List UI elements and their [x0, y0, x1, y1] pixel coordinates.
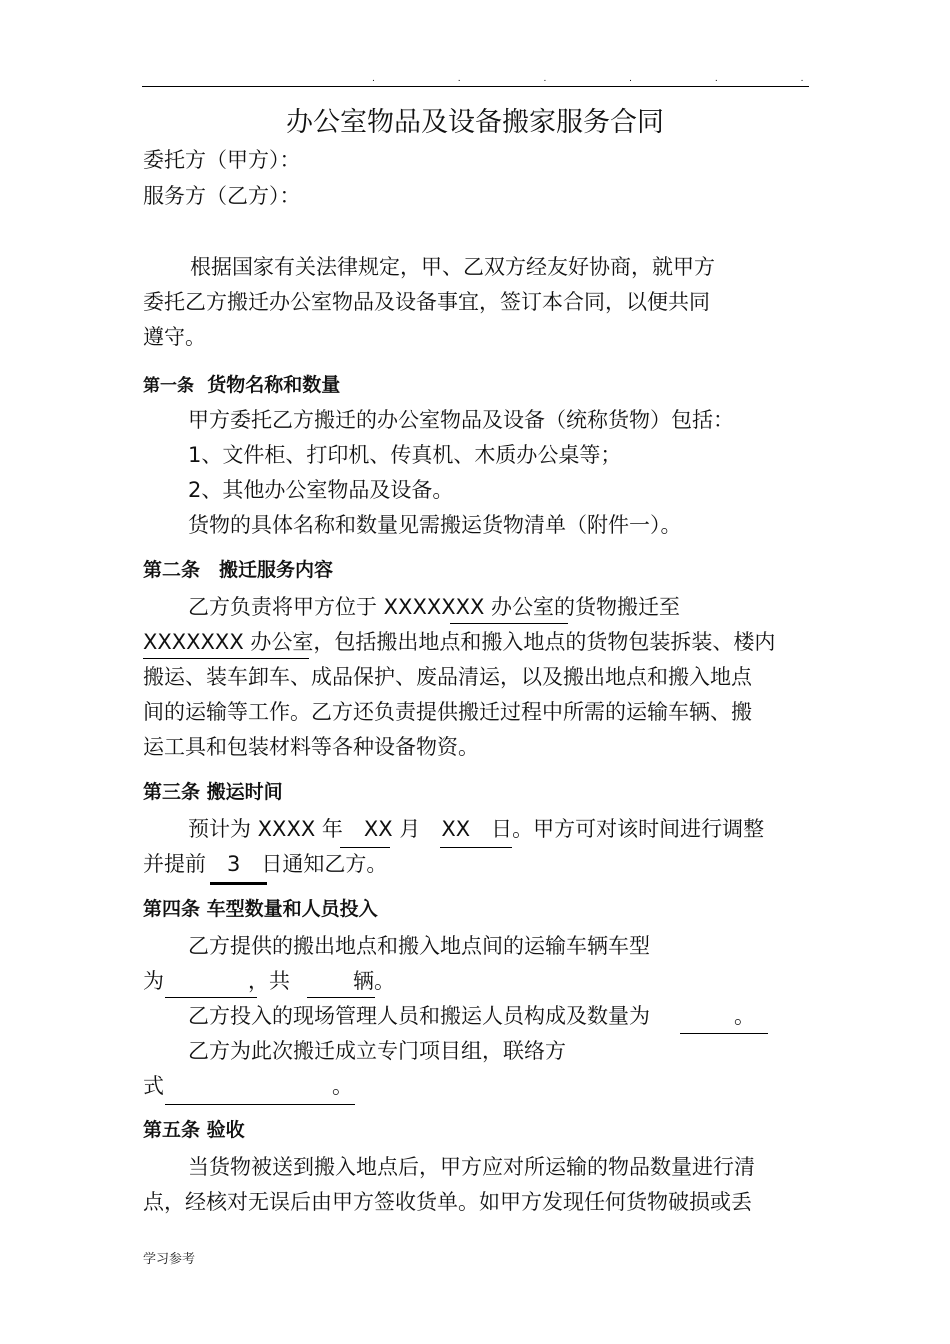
article-1-title: 货物名称和数量	[207, 374, 341, 396]
article-1-number: 第一条	[143, 376, 194, 396]
article-1-line-3: 2、其他办公室物品及设备。	[188, 478, 454, 502]
underline-a4-vehicle-type	[165, 997, 257, 998]
article-2-line-5: 运工具和包装材料等各种设备物资。	[143, 735, 479, 759]
intro-line-1: 根据国家有关法律规定，甲、乙双方经友好协商，就甲方	[190, 255, 715, 279]
article-1-line-1: 甲方委托乙方搬迁的办公室物品及设备（统称货物）包括：	[188, 408, 734, 432]
article-1-line-2: 1、文件柜、打印机、传真机、木质办公桌等；	[188, 443, 622, 467]
article-2-line-2: XXXXXXX 办公室，包括搬出地点和搬入地点的货物包装拆装、楼内	[143, 630, 776, 654]
underline-a3-notice	[210, 882, 267, 885]
underline-a4-vehicle-count	[307, 997, 375, 998]
underline-a4-staff	[680, 1033, 768, 1034]
article-2-heading: 第二条 搬迁服务内容	[143, 559, 334, 581]
header-dots: . . . . . .	[372, 74, 844, 84]
article-4-line-5: 式 。	[143, 1074, 353, 1098]
intro-line-2: 委托乙方搬迁办公室物品及设备事宜，签订本合同，以便共同	[143, 290, 710, 314]
header-rule	[142, 86, 809, 87]
article-2-line-3: 搬运、装车卸车、成品保护、废品清运，以及搬出地点和搬入地点	[143, 665, 752, 689]
underline-a3-month	[340, 847, 390, 848]
underline-a2-2	[143, 658, 309, 659]
article-2-line-1: 乙方负责将甲方位于 XXXXXXX 办公室的货物搬迁至	[188, 595, 681, 619]
article-5-line-1: 当货物被送到搬入地点后，甲方应对所运输的物品数量进行清	[188, 1155, 755, 1179]
article-4-line-2: 为 ，共 辆。	[143, 969, 395, 993]
article-3-line-2: 并提前 3 日通知乙方。	[143, 852, 388, 876]
underline-a2-1	[450, 623, 568, 624]
underline-a4-contact	[165, 1104, 355, 1105]
article-4-line-1: 乙方提供的搬出地点和搬入地点间的运输车辆车型	[188, 934, 650, 958]
client-party-line: 委托方（甲方）：	[143, 148, 301, 172]
article-4-line-3: 乙方投入的现场管理人员和搬运人员构成及数量为 。	[188, 1004, 755, 1028]
article-2-line-4: 间的运输等工作。乙方还负责提供搬迁过程中所需的运输车辆、搬	[143, 700, 752, 724]
article-5-heading: 第五条 验收	[143, 1119, 245, 1141]
footer-text: 学习参考	[143, 1252, 196, 1267]
article-4-heading: 第四条 车型数量和人员投入	[143, 898, 378, 920]
intro-line-3: 遵守。	[143, 325, 206, 349]
article-3-line-1: 预计为 XXXX 年 XX 月 XX 日。甲方可对该时间进行调整	[188, 817, 765, 841]
underline-a3-day	[440, 847, 512, 848]
article-4-line-4: 乙方为此次搬迁成立专门项目组，联络方	[188, 1039, 566, 1063]
contract-title: 办公室物品及设备搬家服务合同	[286, 107, 664, 138]
article-1-heading	[143, 370, 340, 397]
article-5-line-2: 点，经核对无误后由甲方签收货单。如甲方发现任何货物破损或丢	[143, 1190, 752, 1214]
article-3-heading: 第三条 搬运时间	[143, 781, 283, 803]
provider-party-line: 服务方（乙方）：	[143, 184, 301, 208]
article-1-line-4: 货物的具体名称和数量见需搬运货物清单（附件一）。	[188, 513, 682, 537]
